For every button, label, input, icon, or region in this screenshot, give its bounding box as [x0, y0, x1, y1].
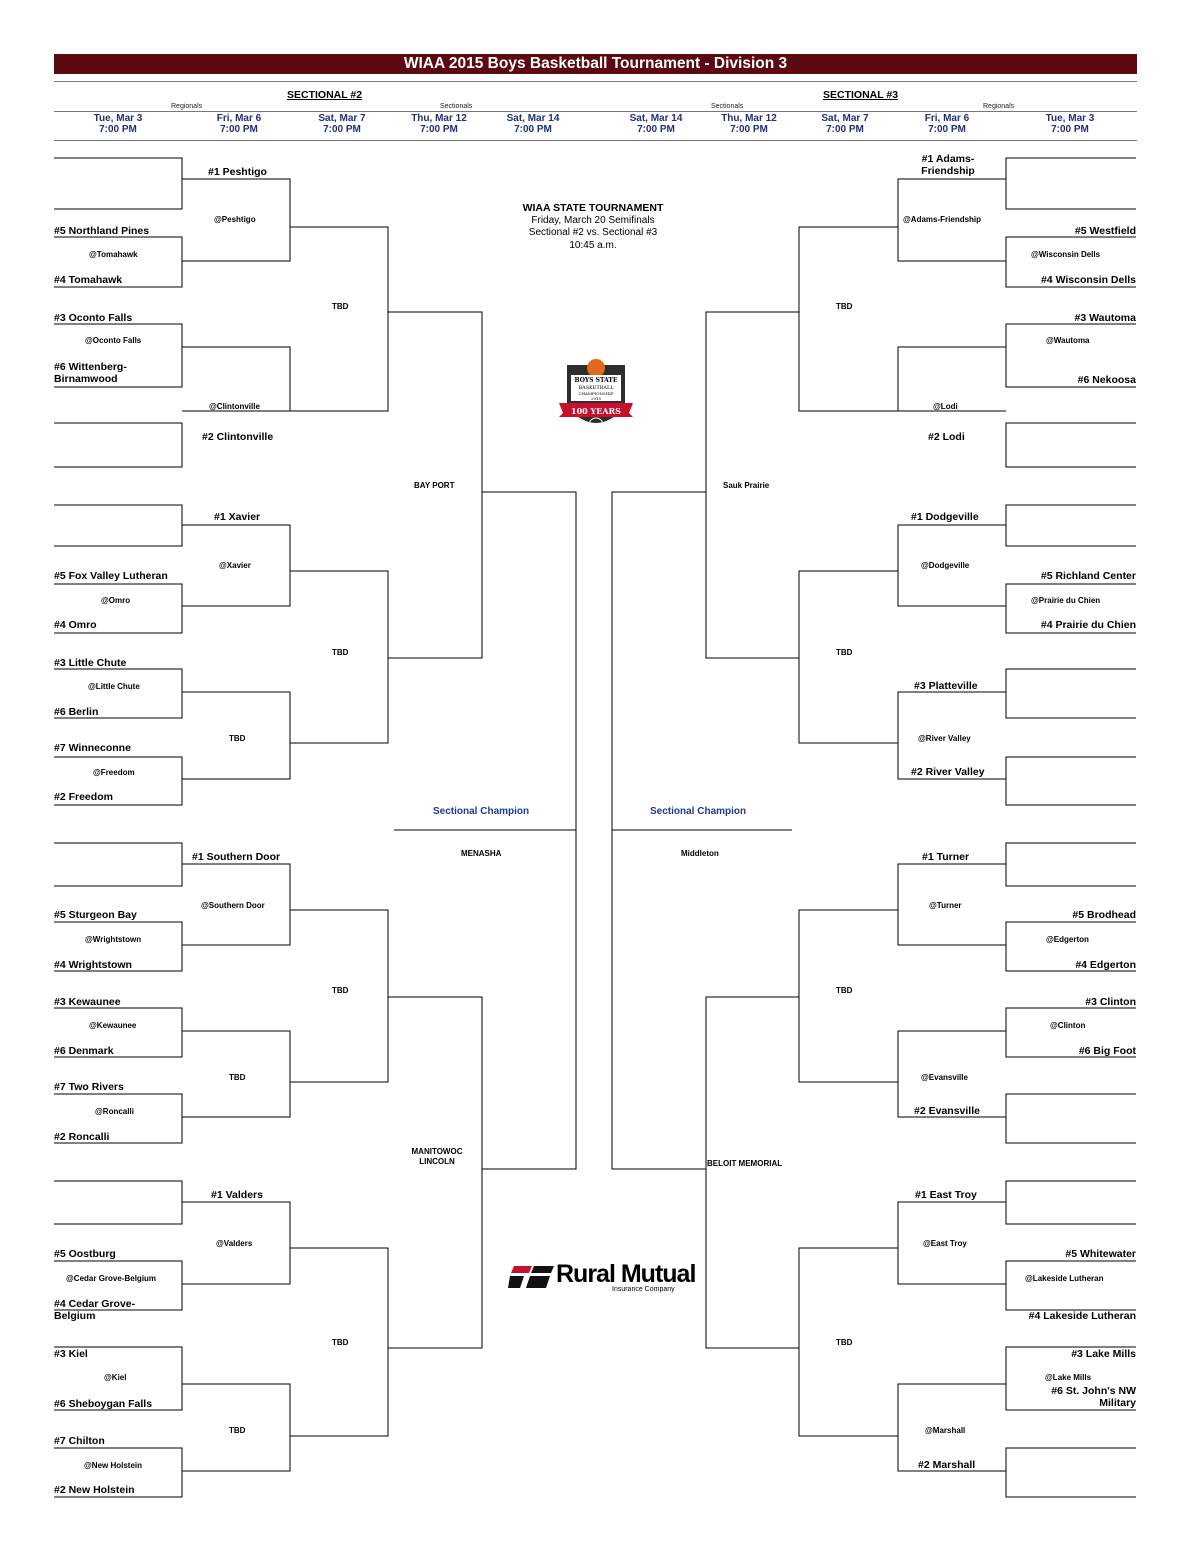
regionals-label-left: Regionals [171, 103, 203, 110]
round-header-left-3: Sat, Mar 7 7:00 PM [318, 113, 366, 135]
site-right-lake-mills: @Lake Mills [1045, 1373, 1092, 1382]
site-left-valders: @Valders [216, 1239, 253, 1248]
round-header-right-5: Tue, Mar 3 7:00 PM [1045, 113, 1095, 135]
site-left-southern-door: @Southern Door [201, 901, 265, 910]
team-left-fox-valley-lutheran: #5 Fox Valley Lutheran [54, 570, 168, 582]
bracket-line-43 [1006, 1181, 1136, 1224]
state-tournament-info: WIAA STATE TOURNAMENT Friday, March 20 Semifinals Sectional #2 vs. Sectional #3 10:45 a.m. [522, 202, 664, 251]
team-left-omro: #4 Omro [54, 619, 97, 631]
bracket-line-13 [799, 227, 898, 411]
site-right-b4-sectional: TBD [836, 1338, 853, 1347]
site-right-prairie-du-chien: @Prairie du Chien [1031, 596, 1101, 605]
bracket-line-19 [1006, 669, 1136, 718]
team-right-lakeside-lutheran: #4 Lakeside Lutheran [1028, 1310, 1136, 1322]
team-right-marshall: #2 Marshall [918, 1459, 976, 1471]
round-header-right-4: Fri, Mar 6 7:00 PM [924, 113, 970, 135]
site-right-adams-friendship: @Adams-Friendship [903, 215, 982, 224]
team-left-valders: #1 Valders [211, 1189, 263, 1201]
site-left-kiel: @Kiel [104, 1373, 127, 1382]
team-left-kiel: #3 Kiel [54, 1348, 88, 1360]
team-left-roncalli: #2 Roncalli [54, 1131, 110, 1143]
site-right-wisconsin-dells: @Wisconsin Dells [1031, 250, 1101, 259]
svg-text:CHAMPIONSHIP: CHAMPIONSHIP [578, 391, 614, 396]
bracket-line-0 [54, 158, 182, 209]
bracket-line-14 [54, 505, 182, 546]
rural-mutual-mark [508, 1266, 554, 1288]
team-right-nekoosa: #6 Nekoosa [1077, 374, 1136, 386]
site-right-semi-1: Sauk Prairie [723, 481, 770, 490]
svg-text:100 YEARS: 100 YEARS [571, 406, 621, 416]
site-right-b3-sectional: TBD [836, 986, 853, 995]
sectional-champion-label-left: Sectional Champion [433, 806, 530, 817]
sectionals-label-left: Sectionals [440, 103, 473, 110]
team-right-river-valley: #2 River Valley [911, 766, 985, 778]
team-right-st-johns-nw-military: #6 St. John's NW Military [1051, 1385, 1136, 1409]
state-championship-logo [557, 357, 635, 439]
bracket-line-1 [1006, 158, 1136, 209]
round-header-right-3: Sat, Mar 7 7:00 PM [821, 113, 869, 135]
regionals-label-right: Regionals [983, 103, 1015, 110]
bracket-line-35 [1006, 1094, 1136, 1143]
team-right-dodgeville: #1 Dodgeville [911, 511, 979, 523]
team-right-clinton: #3 Clinton [1085, 996, 1136, 1008]
team-left-oostburg: #5 Oostburg [54, 1248, 116, 1260]
team-left-clintonville: #2 Clintonville [202, 431, 274, 443]
team-right-whitewater: #5 Whitewater [1065, 1248, 1136, 1260]
team-left-chilton: #7 Chilton [54, 1435, 105, 1447]
site-right-clinton: @Clinton [1050, 1021, 1086, 1030]
site-right-dodgeville: @Dodgeville [921, 561, 970, 570]
site-left-b1-sectional: TBD [332, 302, 349, 311]
site-right-marshall: @Marshall [925, 1426, 966, 1435]
bracket-line-29 [1006, 843, 1136, 886]
sectional-2-heading: SECTIONAL #2 [287, 89, 363, 101]
team-left-little-chute: #3 Little Chute [54, 657, 127, 669]
team-left-southern-door: #1 Southern Door [192, 851, 281, 863]
rural-mutual-sub: Insurance Company [612, 1286, 675, 1293]
site-left-xavier: @Xavier [219, 561, 251, 570]
site-right-evansville: @Evansville [921, 1073, 968, 1082]
svg-text:BASKETBALL: BASKETBALL [578, 385, 614, 391]
site-left-wrightstown: @Wrightstown [85, 935, 142, 944]
bracket-line-21 [1006, 757, 1136, 805]
team-right-adams-friendship: #1 Adams- Friendship [921, 153, 975, 177]
site-left-omro: @Omro [101, 596, 131, 605]
bracket-line-42 [54, 1181, 182, 1224]
team-left-wittenberg-birnamwood: #6 Wittenberg- Birnamwood [54, 361, 127, 385]
team-left-kewaunee: #3 Kewaunee [54, 996, 121, 1008]
site-left-tomahawk: @Tomahawk [89, 250, 138, 259]
bracket-line-41 [799, 910, 898, 1082]
sectional-champion-left: MENASHA [461, 849, 502, 858]
team-left-denmark: #6 Denmark [54, 1045, 114, 1057]
team-right-east-troy: #1 East Troy [915, 1189, 977, 1201]
site-left-b2-regional: TBD [229, 734, 246, 743]
site-left-semi-2: MANITOWOC LINCOLN [411, 1147, 463, 1166]
site-left-freedom: @Freedom [93, 768, 135, 777]
team-right-richland-center: #5 Richland Center [1040, 570, 1136, 582]
site-left-little-chute: @Little Chute [88, 682, 140, 691]
site-right-b2-sectional: TBD [836, 648, 853, 657]
team-left-new-holstein: #2 New Holstein [54, 1484, 135, 1496]
site-left-kewaunee: @Kewaunee [89, 1021, 137, 1030]
team-right-westfield: #5 Westfield [1074, 225, 1136, 237]
site-right-lodi: @Lodi [933, 402, 958, 411]
site-right-edgerton: @Edgerton [1046, 935, 1089, 944]
svg-text:2015: 2015 [590, 396, 602, 401]
team-left-two-rivers: #7 Two Rivers [54, 1081, 124, 1093]
team-right-turner: #1 Turner [922, 851, 970, 863]
round-header-left-2: Fri, Mar 6 7:00 PM [216, 113, 262, 135]
site-right-semi-2: BELOIT MEMORIAL [707, 1159, 783, 1168]
bracket-line-28 [54, 843, 182, 886]
team-right-lodi: #2 Lodi [928, 431, 965, 443]
team-left-wrightstown: #4 Wrightstown [54, 959, 132, 971]
round-header-left-4: Thu, Mar 12 7:00 PM [411, 113, 467, 135]
team-right-lake-mills: #3 Lake Mills [1071, 1348, 1136, 1360]
team-left-cedar-grove-belgium: #4 Cedar Grove- Belgium [54, 1298, 136, 1322]
bracket-line-7 [1006, 423, 1136, 467]
bracket-line-15 [1006, 505, 1136, 546]
bracket-line-49 [1006, 1448, 1136, 1497]
team-right-wautoma: #3 Wautoma [1074, 312, 1136, 324]
team-left-berlin: #6 Berlin [54, 706, 99, 718]
round-header-left-1: Tue, Mar 3 7:00 PM [93, 113, 143, 135]
team-right-platteville: #3 Platteville [914, 680, 978, 692]
rural-mutual-logo [508, 1260, 696, 1296]
team-right-evansville: #2 Evansville [914, 1105, 980, 1117]
bracket-line-45 [1006, 1261, 1136, 1310]
page-title: WIAA 2015 Boys Basketball Tournament - Division 3 [54, 54, 1137, 74]
team-right-wisconsin-dells: #4 Wisconsin Dells [1040, 274, 1136, 286]
round-header-left-5: Sat, Mar 14 7:00 PM [506, 113, 560, 135]
team-right-brodhead: #5 Brodhead [1072, 909, 1136, 921]
site-left-b3-regional: TBD [229, 1073, 246, 1082]
team-left-xavier: #1 Xavier [214, 511, 261, 523]
site-right-turner: @Turner [929, 901, 962, 910]
team-right-edgerton: #4 Edgerton [1075, 959, 1136, 971]
site-left-b4-sectional: TBD [332, 1338, 349, 1347]
site-left-peshtigo: @Peshtigo [214, 215, 256, 224]
bracket-line-12 [290, 227, 388, 411]
team-left-peshtigo: #1 Peshtigo [208, 166, 267, 178]
rural-mutual-name: Rural Mutual [556, 1260, 696, 1288]
site-left-cedar-grove-belgium: @Cedar Grove-Belgium [66, 1274, 157, 1283]
site-left-semi-1: BAY PORT [414, 481, 455, 490]
bracket-line-6 [54, 423, 182, 467]
sectional-champion-right: Middleton [681, 849, 719, 858]
bracket-line-40 [290, 910, 388, 1082]
round-header-right-1: Sat, Mar 14 7:00 PM [629, 113, 683, 135]
site-right-lakeside-lutheran: @Lakeside Lutheran [1025, 1274, 1104, 1283]
bracket-line-58 [388, 997, 482, 1348]
sectionals-label-right: Sectionals [711, 103, 744, 110]
site-left-b2-sectional: TBD [332, 648, 349, 657]
team-left-winneconne: #7 Winneconne [54, 742, 131, 754]
site-right-east-troy: @East Troy [923, 1239, 967, 1248]
team-left-sturgeon-bay: #5 Sturgeon Bay [54, 909, 137, 921]
team-left-northland-pines: #5 Northland Pines [54, 225, 150, 237]
site-right-b1-sectional: TBD [836, 302, 853, 311]
site-left-clintonville: @Clintonville [209, 402, 260, 411]
team-left-sheboygan-falls: #6 Sheboygan Falls [54, 1398, 153, 1410]
team-left-tomahawk: #4 Tomahawk [54, 274, 123, 286]
site-left-new-holstein: @New Holstein [84, 1461, 143, 1470]
team-left-freedom: #2 Freedom [54, 791, 113, 803]
site-left-roncalli: @Roncalli [95, 1107, 134, 1116]
sectional-champion-label-right: Sectional Champion [650, 806, 747, 817]
team-left-oconto-falls: #3 Oconto Falls [54, 312, 133, 324]
sectional-3-heading: SECTIONAL #3 [823, 89, 899, 101]
team-right-prairie-du-chien: #4 Prairie du Chien [1040, 619, 1136, 631]
site-left-oconto-falls: @Oconto Falls [85, 336, 142, 345]
site-left-b3-sectional: TBD [332, 986, 349, 995]
site-left-b4-regional: TBD [229, 1426, 246, 1435]
site-right-wautoma: @Wautoma [1046, 336, 1090, 345]
site-right-river-valley: @River Valley [918, 734, 971, 743]
team-right-big-foot: #6 Big Foot [1078, 1045, 1136, 1057]
round-header-right-2: Thu, Mar 12 7:00 PM [721, 113, 777, 135]
bracket-line-59 [706, 997, 799, 1348]
svg-text:BOYS STATE: BOYS STATE [574, 377, 618, 384]
